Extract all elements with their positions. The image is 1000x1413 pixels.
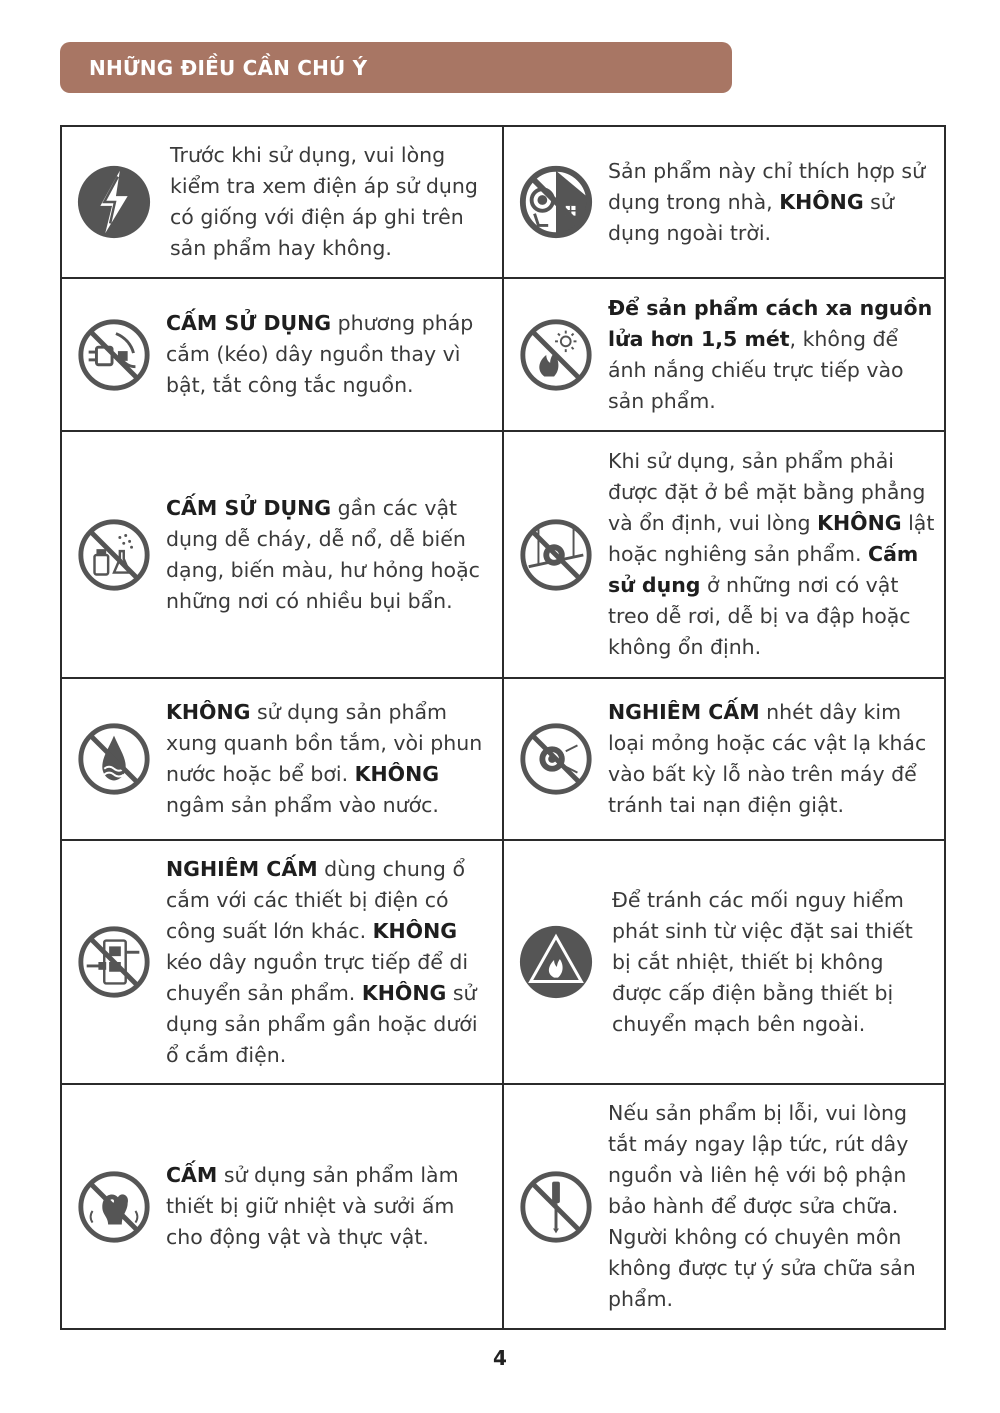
no-shared-outlet-icon: [62, 923, 166, 1001]
no-pull-cord-icon: [62, 316, 166, 394]
notice-cell: [61, 1084, 503, 1329]
notice-text: [166, 1160, 502, 1253]
notice-cell: [503, 126, 945, 278]
no-insert-objects-icon: [504, 720, 608, 798]
notice-segment: dùng chung ổ cắm với các thiết bị điện có công suất lớn khác.: [166, 856, 465, 943]
notice-cell: [503, 278, 945, 431]
notice-segment: phương pháp cắm (kéo) dây nguồn thay vì bật, tắt công tắc nguồn.: [166, 311, 474, 397]
notice-emphasis: KHÔNG: [166, 700, 251, 724]
fire-warning-icon: [504, 923, 608, 1001]
no-animals-plants-icon: [62, 1168, 166, 1246]
notice-segment: ở những nơi có vật treo dễ rơi, dễ bị va đập hoặc không ổn định.: [608, 573, 911, 659]
notice-emphasis: NGHIÊM CẤM: [608, 700, 760, 724]
notice-cell: [61, 126, 503, 278]
notice-cell: [503, 840, 945, 1084]
no-unstable-surface-icon: [504, 516, 608, 594]
notice-text: [166, 140, 502, 264]
lightning-icon: [62, 163, 166, 241]
no-outdoor-use-icon: [504, 163, 608, 241]
notice-emphasis: NGHIÊM CẤM: [166, 856, 318, 881]
notice-segment: sử dụng sản phẩm xung quanh bồn tắm, vòi phun nước hoặc bể bơi.: [166, 700, 483, 786]
notice-segment: Nếu sản phẩm bị lỗi, vui lòng tắt máy ngay lập tức, rút dây nguồn và liên hệ với bộ phận bảo hành để được sửa chữa. Người không có chuyên môn không được tự ý sửa chữa sản phẩm.: [608, 1101, 916, 1311]
notice-text: [166, 308, 502, 401]
no-self-repair-icon: [504, 1168, 608, 1246]
notice-emphasis: CẤM SỬ DỤNG: [166, 495, 332, 520]
notice-segment: ngâm sản phẩm vào nước.: [166, 793, 439, 817]
notice-emphasis: KHÔNG: [817, 511, 902, 535]
notice-text: [608, 156, 944, 249]
notice-emphasis: KHÔNG: [779, 189, 864, 214]
no-flammable-icon: [62, 516, 166, 594]
notice-segment: sử dụng sản phẩm gần hoặc dưới ổ cắm điện.: [166, 980, 478, 1067]
notice-text: [166, 854, 502, 1071]
notice-cell: [503, 431, 945, 678]
notice-cell: [61, 840, 503, 1084]
notice-text: [166, 697, 502, 821]
notice-text: [608, 697, 944, 821]
notice-cell: [61, 278, 503, 431]
notice-cell: [61, 678, 503, 840]
notice-emphasis: KHÔNG: [372, 918, 458, 943]
notice-segment: , không để ánh nắng chiếu trực tiếp vào sản phẩm.: [608, 326, 904, 413]
section-title: NHỮNG ĐIỀU CẦN CHÚ Ý: [89, 55, 368, 80]
notice-text: [608, 446, 944, 663]
notice-emphasis: Cấm sử dụng: [608, 542, 919, 597]
notice-text: [608, 1098, 944, 1315]
notice-segment: lật hoặc nghiêng sản phẩm.: [608, 511, 935, 566]
page-number: 4: [493, 1346, 507, 1370]
notice-text: [608, 885, 944, 1040]
notice-emphasis: CẤM: [166, 1163, 218, 1187]
notice-segment: Khi sử dụng, sản phẩm phải được đặt ở bề mặt bằng phẳng và ổn định, vui lòng: [608, 449, 926, 535]
no-fire-sunlight-icon: [504, 316, 608, 394]
notice-segment: Trước khi sử dụng, vui lòng kiểm tra xem điện áp sử dụng có giống với điện áp ghi trên sản phẩm hay không.: [170, 143, 478, 260]
notice-emphasis: KHÔNG: [361, 980, 447, 1005]
notice-emphasis: Để sản phẩm cách xa nguồn lửa hơn 1,5 mét: [608, 295, 933, 351]
no-water-icon: [62, 720, 166, 798]
notice-segment: nhét dây kim loại mỏng hoặc các vật lạ khác vào bất kỳ lỗ nào trên máy để tránh tai nạn điện giật.: [608, 700, 927, 817]
notice-segment: sử dụng sản phẩm làm thiết bị giữ nhiệt và sưởi ấm cho động vật và thực vật.: [166, 1163, 459, 1249]
notice-segment: gần các vật dụng dễ cháy, dễ nổ, dễ biến dạng, biến màu, hư hỏng hoặc những nơi có nhiều bụi bẩn.: [166, 495, 480, 613]
notice-segment: kéo dây nguồn trực tiếp để di chuyển sản phẩm.: [166, 949, 469, 1005]
notice-cell: [503, 1084, 945, 1329]
notice-segment: Để tránh các mối nguy hiểm phát sinh từ việc đặt sai thiết bị cắt nhiệt, thiết bị không được cấp điện bằng thiết bị chuyển mạch bên ngoài.: [612, 887, 913, 1036]
notices-table: [60, 125, 946, 1330]
notice-text: [608, 293, 944, 417]
notice-text: [166, 493, 502, 617]
notice-emphasis: CẤM SỬ DỤNG: [166, 311, 332, 335]
notice-segment: sử dụng ngoài trời.: [608, 189, 894, 245]
notice-cell: [503, 678, 945, 840]
notice-cell: [61, 431, 503, 678]
section-header: [60, 42, 732, 93]
notice-segment: Sản phẩm này chỉ thích hợp sử dụng trong nhà,: [608, 158, 926, 214]
notice-emphasis: KHÔNG: [354, 762, 440, 786]
